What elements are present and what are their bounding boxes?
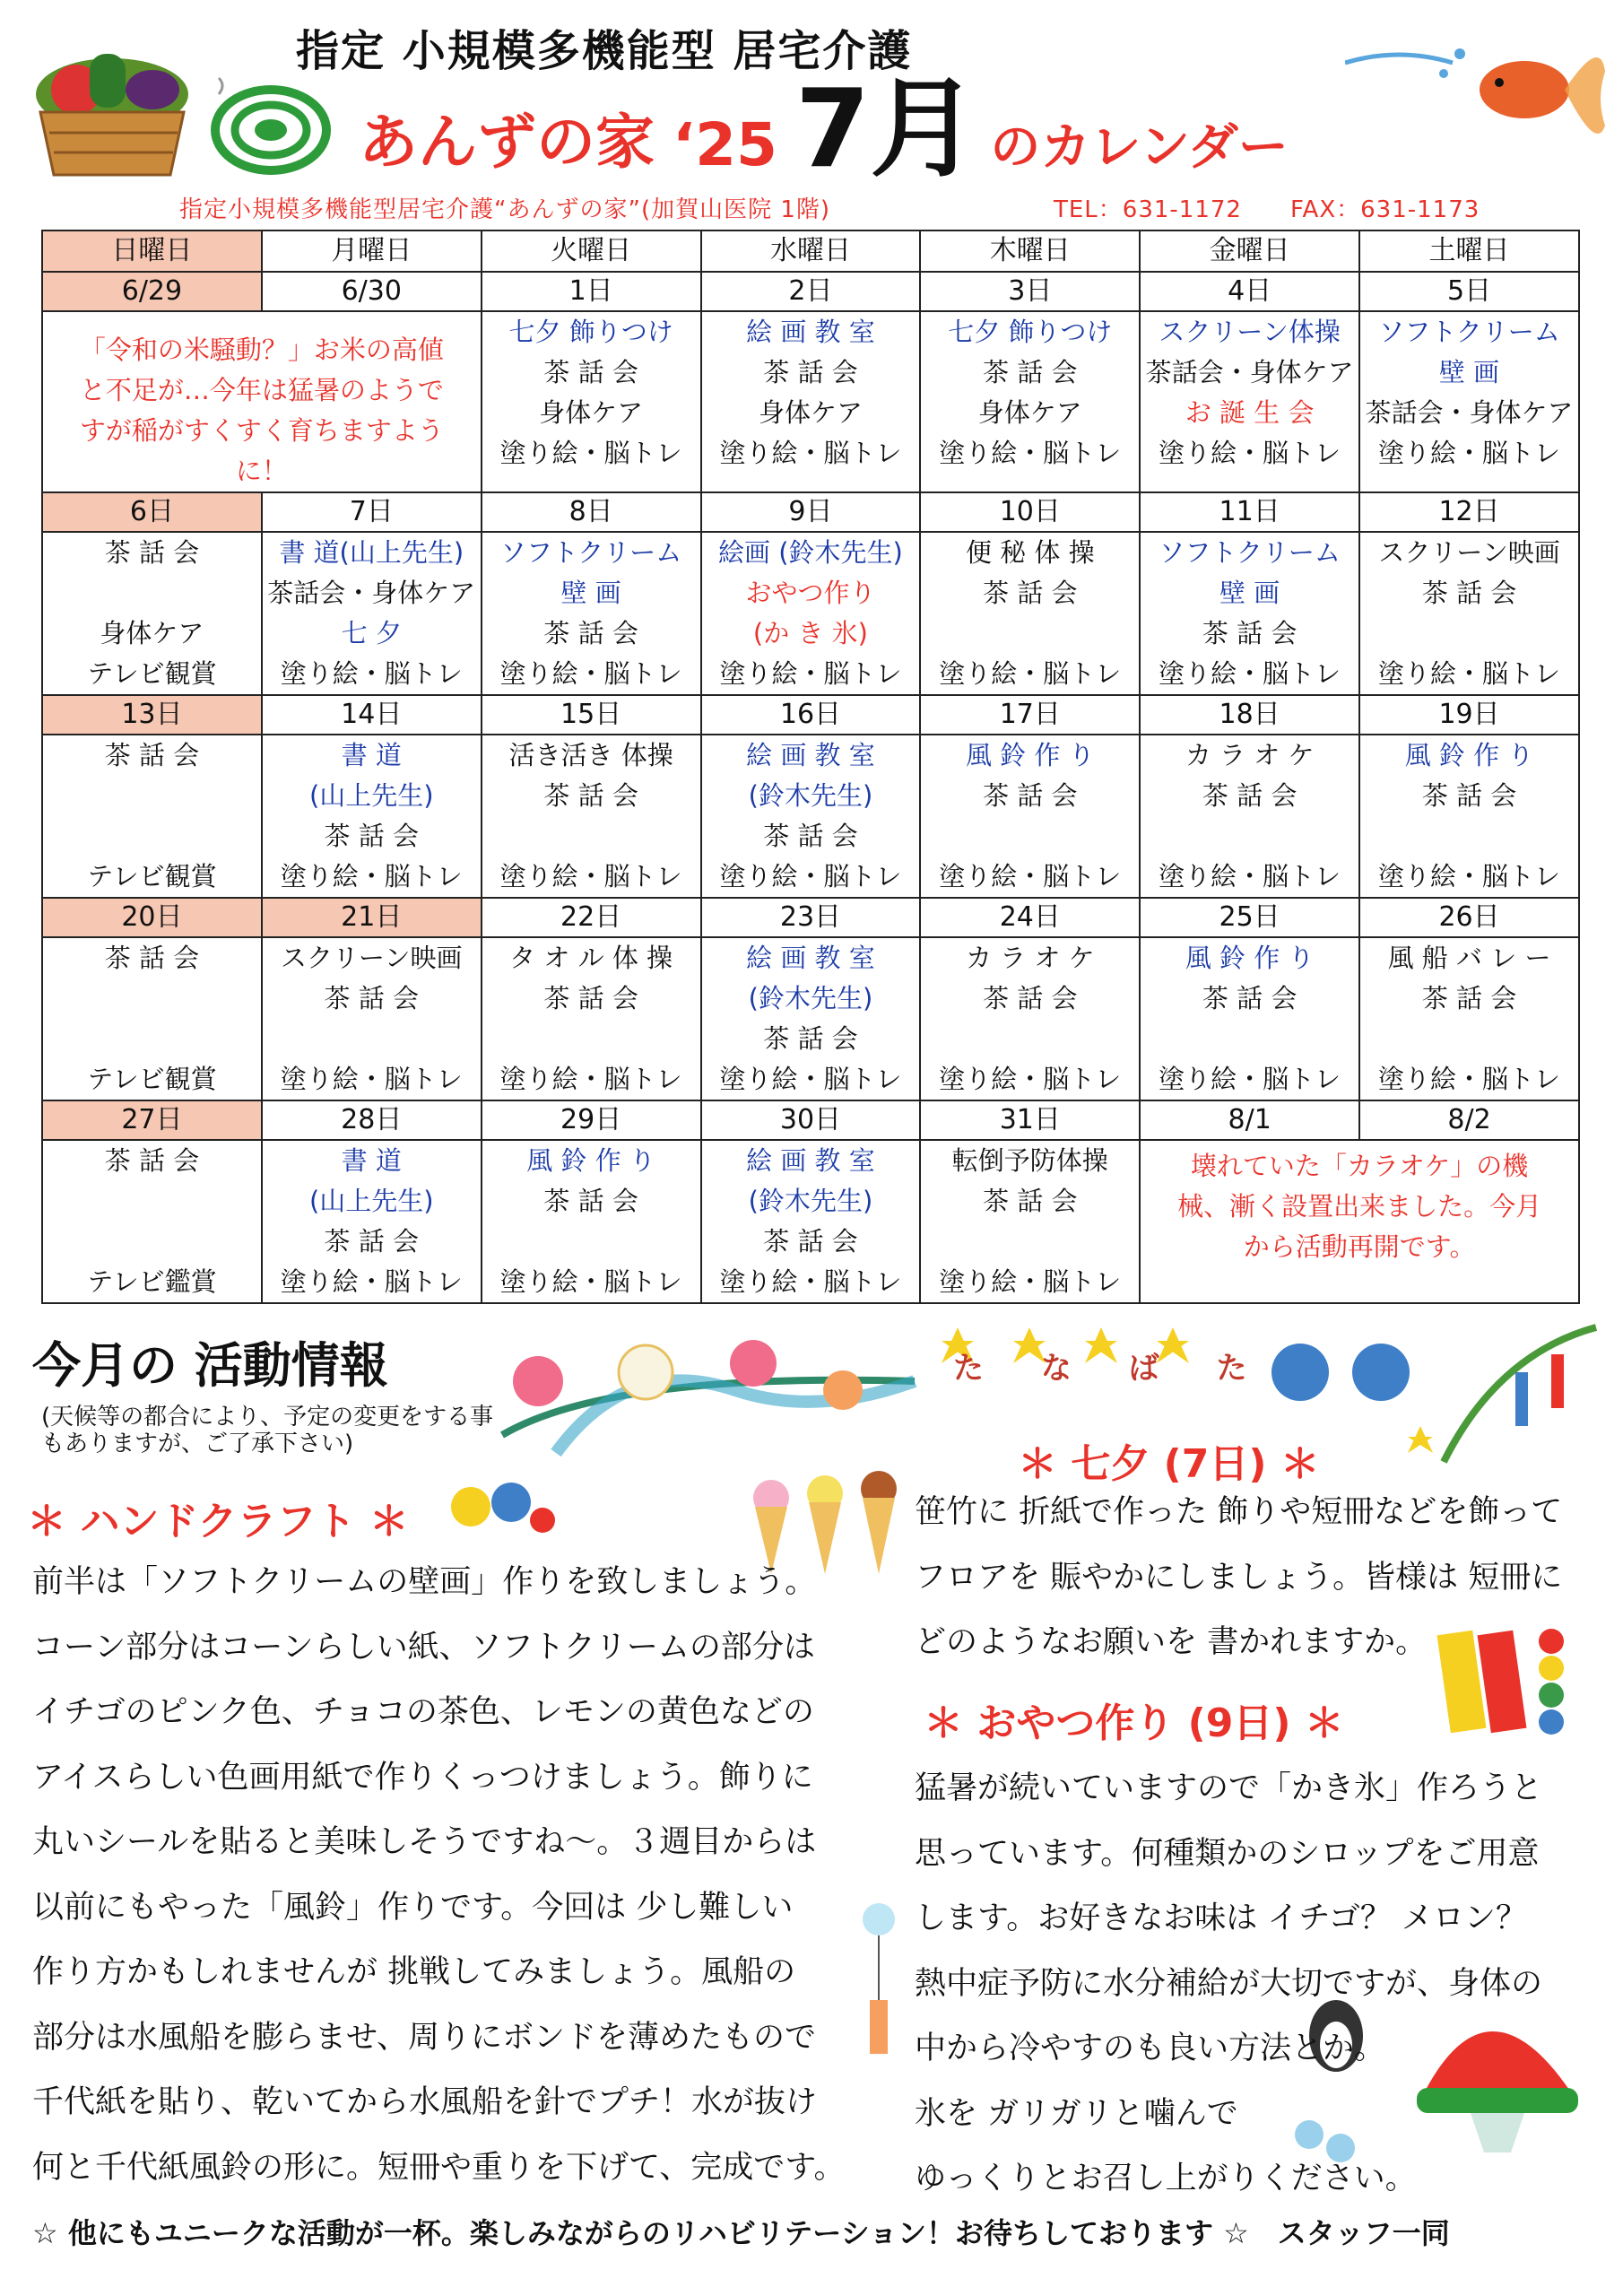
tanabata-body — [915, 1480, 1596, 1675]
activity-item: 絵 画 教 室 — [746, 317, 875, 347]
activity-item — [43, 816, 261, 857]
weekday-header: 月曜日 — [262, 230, 482, 272]
date-cell: 26日 — [1359, 898, 1579, 937]
date-cell: 21日 — [262, 898, 482, 937]
weekday-header-row — [42, 230, 1579, 272]
date-cell: 20日 — [42, 898, 262, 937]
facility-name: あんずの家 — [359, 108, 655, 177]
text-line: 以前にもやった「風鈴」作りです。今回は 少し難しい — [32, 1889, 794, 1926]
date-cell: 9日 — [701, 492, 921, 532]
activity-item: 塗り絵・脳トレ — [1378, 1064, 1561, 1094]
activity-item: 塗り絵・脳トレ — [1159, 658, 1341, 689]
activity-item: 塗り絵・脳トレ — [939, 658, 1122, 689]
date-row — [42, 492, 1579, 532]
activity-row — [42, 311, 1579, 492]
activity-item — [1360, 1019, 1578, 1059]
day-activities — [1359, 532, 1579, 695]
text-line: 笹竹に 折紙で作った 飾りや短冊などを飾って — [915, 1494, 1563, 1530]
activity-item: 茶 話 会 — [1202, 618, 1298, 648]
activity-item: 茶 話 会 — [763, 1023, 858, 1054]
activities-note: (天候等の都合により、予定の変更をする事もありますが、ご了承下さい) — [41, 1404, 494, 1457]
activity-item: お 誕 生 会 — [1185, 397, 1315, 428]
day-activities — [262, 735, 482, 898]
activity-item: 茶 話 会 — [1421, 983, 1517, 1013]
date-row — [42, 695, 1579, 735]
activity-item: 塗り絵・脳トレ — [499, 658, 682, 689]
handcraft-body — [32, 1550, 857, 2200]
date-cell: 4日 — [1140, 272, 1359, 311]
date-cell: 6日 — [42, 492, 262, 532]
activity-item: 壁 画 — [1219, 578, 1280, 608]
text-line: 猛暑が続いていますので「かき氷」作ろうと — [915, 1770, 1543, 1806]
activity-item: 便 秘 体 操 — [965, 537, 1095, 568]
weekday-header: 土曜日 — [1359, 230, 1579, 272]
activity-item: 塗り絵・脳トレ — [280, 861, 463, 891]
activity-item: 茶 話 会 — [983, 780, 1078, 811]
activity-item — [1360, 613, 1578, 654]
date-cell: 10日 — [920, 492, 1140, 532]
day-activities — [1140, 311, 1359, 492]
day-activities — [482, 937, 701, 1100]
day-activities — [1140, 532, 1359, 695]
activity-item: 塗り絵・脳トレ — [719, 1266, 902, 1297]
activity-item: 茶話会・身体ケア — [267, 578, 476, 608]
day-activities — [920, 735, 1140, 898]
activity-item: 絵画 (鈴木先生) — [718, 537, 903, 568]
activity-row — [42, 937, 1579, 1100]
activity-item: 茶 話 会 — [983, 983, 1078, 1013]
activity-item: 塗り絵・脳トレ — [939, 1266, 1122, 1297]
date-cell: 7日 — [262, 492, 482, 532]
activity-item: 塗り絵・脳トレ — [1159, 438, 1341, 468]
text-line: イチゴのピンク色、チョコの茶色、レモンの黄色などの — [32, 1694, 814, 1730]
handcraft-title: ＊ ハンドクラフト ＊ — [27, 1499, 409, 1544]
activity-item: テレビ鑑賞 — [87, 1266, 217, 1297]
activity-item: 七 夕 — [341, 618, 402, 648]
activity-item: 塗り絵・脳トレ — [939, 1064, 1122, 1094]
text-line: ゆっくりとお召し上がりください。 — [915, 2161, 1417, 2196]
activity-item: タ オ ル 体 操 — [509, 943, 673, 973]
activity-item: 茶 話 会 — [1421, 578, 1517, 608]
activity-item — [921, 613, 1139, 654]
activity-item: ソフトクリーム — [499, 537, 682, 568]
day-activities — [701, 1140, 921, 1303]
text-line: コーン部分はコーンらしい紙、ソフトクリームの部分は — [32, 1629, 815, 1665]
date-row — [42, 1100, 1579, 1140]
day-activities — [701, 532, 921, 695]
day-activities — [42, 532, 262, 695]
activity-item: テレビ観賞 — [87, 658, 217, 689]
day-activities — [42, 735, 262, 898]
day-activities — [1140, 735, 1359, 898]
oyatsu-title: ＊ おやつ作り (9日) ＊ — [924, 1700, 1344, 1746]
activity-item: 塗り絵・脳トレ — [939, 861, 1122, 891]
day-activities — [482, 311, 701, 492]
activity-item — [43, 1222, 261, 1262]
activity-item: 塗り絵・脳トレ — [719, 658, 902, 689]
date-cell: 1日 — [482, 272, 701, 311]
activity-item: 塗り絵・脳トレ — [719, 861, 902, 891]
date-cell: 27日 — [42, 1100, 262, 1140]
activity-item: 塗り絵・脳トレ — [719, 1064, 902, 1094]
activity-item — [921, 1019, 1139, 1059]
day-activities — [42, 1140, 262, 1303]
day-activities — [262, 937, 482, 1100]
activity-item: 書 道 — [341, 1145, 402, 1176]
date-cell: 12日 — [1359, 492, 1579, 532]
activity-item: 茶 話 会 — [983, 1186, 1078, 1216]
activity-item — [263, 1019, 481, 1059]
date-cell: 24日 — [920, 898, 1140, 937]
activity-item — [43, 573, 261, 613]
text-line: 千代紙を貼り、乾いてから水風船を針でプチ！水が抜け — [32, 2084, 818, 2120]
handcraft-chimes-illustration — [448, 1471, 556, 1543]
activity-item: 茶 話 会 — [983, 357, 1078, 387]
activity-item: (鈴木先生) — [748, 780, 873, 811]
calendar-note — [1140, 1140, 1579, 1303]
activity-item: カ ラ オ ケ — [965, 943, 1095, 973]
day-activities — [42, 937, 262, 1100]
date-cell: 14日 — [262, 695, 482, 735]
activity-item: おやつ作り — [745, 578, 876, 608]
activity-item: 絵 画 教 室 — [746, 1145, 875, 1176]
text-line: 作り方かもしれませんが 挑戦してみましょう。風船の — [32, 1954, 796, 1990]
date-cell: 13日 — [42, 695, 262, 735]
day-activities — [701, 735, 921, 898]
activity-item: 茶 話 会 — [104, 1145, 200, 1176]
day-activities — [1359, 937, 1579, 1100]
date-cell: 5日 — [1359, 272, 1579, 311]
day-activities — [920, 1140, 1140, 1303]
activity-item: ソフトクリーム — [1159, 537, 1341, 568]
text-line: どのようなお願いを 書かれますか。 — [915, 1624, 1428, 1660]
weekday-header: 金曜日 — [1140, 230, 1359, 272]
activity-item: 書 道 — [341, 740, 402, 770]
activity-item: 茶 話 会 — [763, 821, 858, 851]
date-cell: 25日 — [1140, 898, 1359, 937]
tanabata-title: ＊ 七夕 (7日) ＊ — [1018, 1441, 1320, 1487]
activity-item: スクリーン映画 — [281, 943, 463, 973]
date-cell: 2日 — [701, 272, 921, 311]
activity-item: 塗り絵・脳トレ — [1159, 1064, 1341, 1094]
day-activities — [920, 937, 1140, 1100]
activity-item — [482, 1222, 700, 1262]
activity-item — [482, 1019, 700, 1059]
activity-item: 塗り絵・脳トレ — [1378, 438, 1561, 468]
text-line: 思っています。何種類かのシロップをご用意 — [915, 1835, 1540, 1872]
activity-item: 風 鈴 作 り — [526, 1145, 655, 1176]
activity-item: (鈴木先生) — [748, 983, 873, 1013]
day-activities — [482, 735, 701, 898]
activity-item: 塗り絵・脳トレ — [280, 1266, 463, 1297]
header-title — [359, 67, 1289, 192]
date-cell: 3日 — [920, 272, 1140, 311]
activity-item — [43, 1181, 261, 1222]
date-cell: 28日 — [262, 1100, 482, 1140]
date-cell: 31日 — [920, 1100, 1140, 1140]
goldfish-illustration — [1345, 18, 1605, 152]
activity-item: 絵 画 教 室 — [746, 943, 875, 973]
date-cell: 17日 — [920, 695, 1140, 735]
activity-item: 身体ケア — [539, 397, 644, 428]
date-row — [42, 272, 1579, 311]
activity-item: 身体ケア — [100, 618, 204, 648]
activity-item: (山上先生) — [308, 1186, 434, 1216]
day-activities — [701, 311, 921, 492]
activity-row — [42, 532, 1579, 695]
text-line: 氷を ガリガリと噛んで — [915, 2095, 1238, 2132]
day-activities — [482, 1140, 701, 1303]
activity-item: 風 鈴 作 り — [1185, 943, 1315, 973]
facility-info: 指定小規模多機能型居宅介護“あんずの家”(加賀山医院 1階) — [179, 196, 831, 223]
footer-message: ☆ 他にもユニークな活動が一杯。楽しみながらのリハビリテーション！お待ちしております ☆ スタッフ一同 — [32, 2216, 1450, 2250]
date-cell: 29日 — [482, 1100, 701, 1140]
weekday-header: 日曜日 — [42, 230, 262, 272]
weekday-header: 火曜日 — [482, 230, 701, 272]
mosquito-coil-illustration — [208, 76, 334, 175]
header-year: ‘25 — [673, 110, 777, 179]
day-activities — [482, 532, 701, 695]
calendar-note-text: 壊れていた「カラオケ」の機械、漸く設置出来ました。今月から活動再開です。 — [1177, 1151, 1542, 1262]
text-line: 部分は水風船を膨らませ、周りにボンドを薄めたもので — [32, 2019, 816, 2056]
date-cell: 18日 — [1140, 695, 1359, 735]
activity-item: 茶話会・身体ケア — [1145, 357, 1354, 387]
activity-item: 風 船 バ レ ー — [1387, 943, 1551, 973]
date-cell: 8日 — [482, 492, 701, 532]
activity-item: 茶 話 会 — [543, 1186, 638, 1216]
vegetable-basket-illustration — [27, 27, 197, 179]
activity-item: 茶 話 会 — [324, 1226, 419, 1257]
contact-numbers: TEL：631-1172 FAX：631-1173 — [1054, 196, 1480, 223]
activity-item: 塗り絵・脳トレ — [280, 658, 463, 689]
weekday-header: 木曜日 — [920, 230, 1140, 272]
weekday-header: 水曜日 — [701, 230, 921, 272]
activity-item — [921, 816, 1139, 857]
day-activities — [1140, 937, 1359, 1100]
date-cell: 15日 — [482, 695, 701, 735]
activity-item: (か き 氷) — [752, 618, 868, 648]
date-cell: 11日 — [1140, 492, 1359, 532]
date-cell: 23日 — [701, 898, 921, 937]
header-subtitle: 指定 小規模多機能型 居宅介護 — [296, 26, 913, 76]
activity-item: スクリーン映画 — [1378, 537, 1560, 568]
activity-item: 風 鈴 作 り — [1404, 740, 1534, 770]
text-line: 丸いシールを貼ると美味しそうですね～。３週目からは — [32, 1824, 817, 1860]
activity-item: 身体ケア — [977, 397, 1082, 428]
date-cell: 6/29 — [42, 272, 262, 311]
day-activities — [262, 1140, 482, 1303]
activity-item — [43, 1019, 261, 1059]
activity-item: 塗り絵・脳トレ — [499, 438, 682, 468]
date-cell: 8/2 — [1359, 1100, 1579, 1140]
activity-item — [43, 776, 261, 816]
wind-chime-illustration — [852, 1892, 906, 2072]
activity-item: 塗り絵・脳トレ — [280, 1064, 463, 1094]
activity-item: テレビ観賞 — [87, 1064, 217, 1094]
activity-item: 身体ケア — [758, 397, 863, 428]
activity-item: スクリーン体操 — [1159, 317, 1341, 347]
activity-item: ソフトクリーム — [1378, 317, 1560, 347]
activity-item: 活き活き 体操 — [508, 740, 673, 770]
activity-item: 七夕 飾りつけ — [948, 317, 1113, 347]
text-line: 何と千代紙風鈴の形に。短冊や重りを下げて、完成です。 — [32, 2149, 846, 2186]
activity-item: 塗り絵・脳トレ — [1378, 861, 1561, 891]
activity-item: 塗り絵・脳トレ — [719, 438, 902, 468]
text-line: 前半は「ソフトクリームの壁画」作りを致しましょう。 — [32, 1564, 817, 1600]
date-cell: 30日 — [701, 1100, 921, 1140]
activity-item — [43, 978, 261, 1019]
date-cell: 8/1 — [1140, 1100, 1359, 1140]
day-activities — [262, 532, 482, 695]
header-month: 7月 — [794, 67, 978, 192]
activity-item: 塗り絵・脳トレ — [499, 1266, 682, 1297]
activities-title: 今月の 活動情報 — [32, 1337, 388, 1394]
activity-item: 七夕 飾りつけ — [508, 317, 673, 347]
date-cell: 16日 — [701, 695, 921, 735]
activity-item — [1360, 816, 1578, 857]
tanabata-decor-text: た な ば た — [953, 1351, 1271, 1387]
text-line: アイスらしい色画用紙で作りくっつけましょう。飾りに — [32, 1759, 813, 1796]
activity-item: 壁 画 — [1438, 357, 1500, 387]
activity-item: 壁 画 — [560, 578, 621, 608]
activity-item: (山上先生) — [308, 780, 434, 811]
activity-item: 茶 話 会 — [104, 943, 200, 973]
date-cell: 19日 — [1359, 695, 1579, 735]
activity-item: (鈴木先生) — [748, 1186, 873, 1216]
activity-item: 塗り絵・脳トレ — [499, 1064, 682, 1094]
text-line: フロアを 賑やかにしましょう。皆様は 短冊に — [915, 1559, 1563, 1596]
activity-item: 塗り絵・脳トレ — [939, 438, 1122, 468]
activity-item: 茶 話 会 — [324, 821, 419, 851]
activity-item: テレビ観賞 — [87, 861, 217, 891]
text-line: します。お好きなお味は イチゴ？ メロン？ — [915, 1900, 1528, 1936]
activity-item — [921, 1222, 1139, 1262]
activity-item: 絵 画 教 室 — [746, 740, 875, 770]
activity-item: 書 道(山上先生) — [279, 537, 464, 568]
activity-item — [1141, 1019, 1358, 1059]
calendar-note-text: 「令和の米騒動？」お米の高値と不足が…今年は猛暑のようですが稲がすくすく育ちますように！ — [79, 335, 444, 486]
activity-item: 塗り絵・脳トレ — [1378, 658, 1561, 689]
day-activities — [1359, 311, 1579, 492]
text-line: 中から冷やすのも良い方法とか。 — [915, 2031, 1386, 2066]
activity-item — [1141, 816, 1358, 857]
day-activities — [701, 937, 921, 1100]
activity-item: 茶 話 会 — [1202, 983, 1298, 1013]
date-cell: 22日 — [482, 898, 701, 937]
activity-item: 茶 話 会 — [1202, 780, 1298, 811]
calendar-note — [42, 311, 482, 492]
text-line: 熱中症予防に水分補給が大切ですが、身体の — [915, 1965, 1543, 2002]
oyatsu-body — [915, 1756, 1596, 2212]
activity-item: カ ラ オ ケ — [1185, 740, 1315, 770]
activity-item: 茶 話 会 — [543, 780, 638, 811]
activity-item: 茶 話 会 — [324, 983, 419, 1013]
activity-item: 塗り絵・脳トレ — [1159, 861, 1341, 891]
activity-item: 茶 話 会 — [983, 578, 1078, 608]
day-activities — [1359, 735, 1579, 898]
date-row — [42, 898, 1579, 937]
activity-item — [482, 816, 700, 857]
activity-item: 茶 話 会 — [104, 740, 200, 770]
activity-item: 茶 話 会 — [104, 537, 200, 568]
calendar-table — [41, 230, 1580, 1304]
activity-item: 茶 話 会 — [1421, 780, 1517, 811]
activity-item: 転倒予防体操 — [951, 1145, 1108, 1176]
activity-row — [42, 1140, 1579, 1303]
activity-item: 茶 話 会 — [543, 618, 638, 648]
activity-item: 茶 話 会 — [763, 357, 858, 387]
header-calendar-label: のカレンダー — [990, 118, 1289, 177]
day-activities — [920, 311, 1140, 492]
activity-item: 風 鈴 作 り — [965, 740, 1095, 770]
activity-item: 塗り絵・脳トレ — [499, 861, 682, 891]
activity-item: 茶 話 会 — [543, 983, 638, 1013]
activity-row — [42, 735, 1579, 898]
activity-item: 茶 話 会 — [763, 1226, 858, 1257]
date-cell: 6/30 — [262, 272, 482, 311]
activity-item: 茶話会・身体ケア — [1365, 397, 1574, 428]
day-activities — [920, 532, 1140, 695]
activity-item: 茶 話 会 — [543, 357, 638, 387]
